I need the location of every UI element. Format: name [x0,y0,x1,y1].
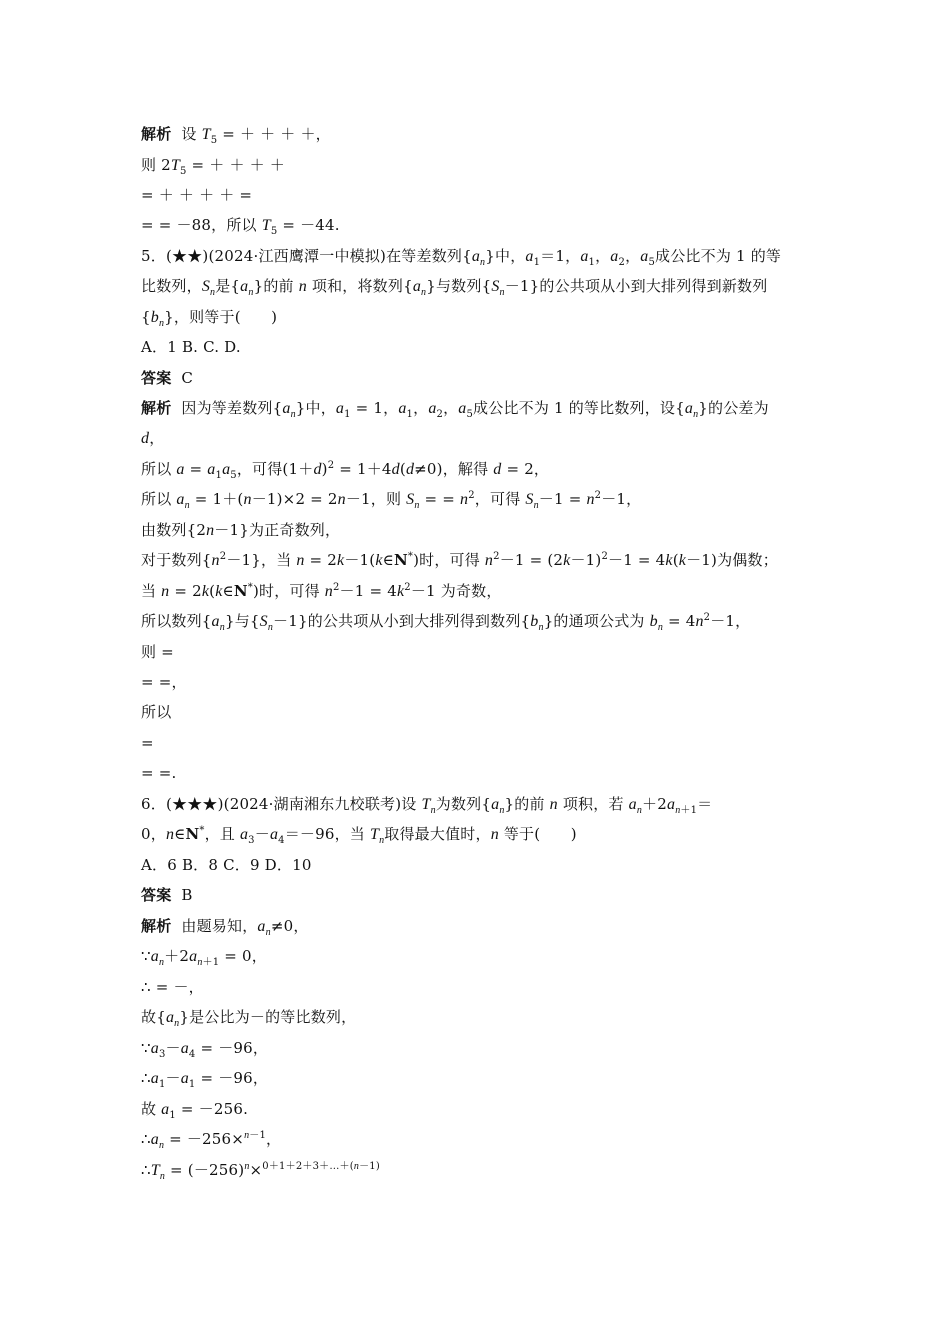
text-line-l23: 6．(★★★)(2024·湖南湘东九校联考)设 $T_n$为数列$\{a_n\}$的前 n 项积，若 $a_n+2a_{n+1}=$ [141,795,713,816]
text-line-l08: A．1 B. C. D. [141,338,241,356]
text-line-l09: 答案 C [141,369,194,387]
text-line-l21: = [141,734,154,752]
text-line-l27: 解析 由题易知，$a_n\ne 0$， [141,917,309,938]
text-line-l10: 解析 因为等差数列$\{a_n\}$中，$a_1 = 1$，$a_1$，$a_2$，$a_5$成公比不为 1 的等比数列，设$\{a_n\}$的公差为 [141,399,769,420]
text-line-l17: 所以数列$\{a_n\}$与$\{S_n-1\}$的公共项从小到大排列得到数列$\{b_n\}$的通项公式为 $b_n = 4n^2-1$， [141,612,751,633]
text-line-l31: $\because a_3-a_4 = -96$， [141,1039,269,1060]
text-line-l13: 所以 $a_n = 1+(n-1)\times 2 = 2n-1$，则 $S_n$ = = $n^2$，可得 $S_n-1 = n^2-1$， [141,490,642,511]
text-line-l33: 故 $a_1 = -256$. [141,1100,249,1121]
text-line-l30: 故$\{a_n\}$是公比为－的等比数列， [141,1008,357,1029]
text-line-l01: 解析 设 $T_5$ = ＋ ＋ ＋ ＋， [141,125,331,146]
text-line-l03: = ＋ ＋ ＋ ＋ = [141,186,253,204]
text-line-l20: 所以 [141,703,172,721]
text-line-l22: = =. [141,764,177,782]
text-line-l18: 则 = [141,643,174,661]
text-line-l28: $\because a_n+2a_{n+1} = 0$， [141,947,267,968]
text-line-l16: 当 n = 2k(k∈N*)时，可得 $n^2-1 = 4k^2-1$ 为奇数， [141,582,502,600]
text-line-l26: 答案 B [141,886,193,904]
text-line-l25: A．6 B．8 C．9 D．10 [141,856,312,874]
text-line-l19: = =， [141,673,187,691]
text-line-l02: 则 $2T_5$ = ＋ ＋ ＋ ＋ [141,156,286,177]
text-line-l35: $\therefore T_n = (-256)^n\times^{0+1+2+3+\dots+(n-1)}$ [141,1161,380,1182]
text-line-l07: $\{b_n\}$，则等于( ) [141,308,278,329]
text-line-l06: 比数列，$S_n$是$\{a_n\}$的前 n 项和，将数列$\{a_n\}$与数列$\{S_n-1\}$的公共项从小到大排列得到新数列 [141,277,768,298]
text-line-l15: 对于数列$\{n^2-1\}$，当 n = 2k－1(k∈N*)时，可得 $n^2-1 = (2k-1)^2-1 = 4k(k-1)$为偶数； [141,551,778,569]
text-line-l05: 5．(★★)(2024·江西鹰潭一中模拟)在等差数列$\{a_n\}$中，$a_1=1$，$a_1$，$a_2$，$a_5$成公比不为 1 的等 [141,247,782,268]
text-line-l04: = = －88，所以 $T_5 = -44$. [141,216,340,237]
text-line-l34: $\therefore a_n = -256\times^{n-1}$， [141,1130,282,1151]
text-line-l32: $\therefore a_1-a_1 = -96$， [141,1069,269,1090]
text-line-l11: d， [141,429,165,447]
text-line-l24: 0，n∈N*，且 $a_3-a_4=-96$，当 $T_n$取得最大值时，n 等于( ) [141,825,577,846]
text-line-l12: 所以 $a = a_1a_5$，可得$(1+d)^2 = 1+4d(d\ne 0)$，解得 d = 2， [141,460,550,481]
text-line-l29: ∴ = －， [141,978,204,996]
text-line-l14: 由数列{2n－1}为正奇数列， [141,521,341,539]
